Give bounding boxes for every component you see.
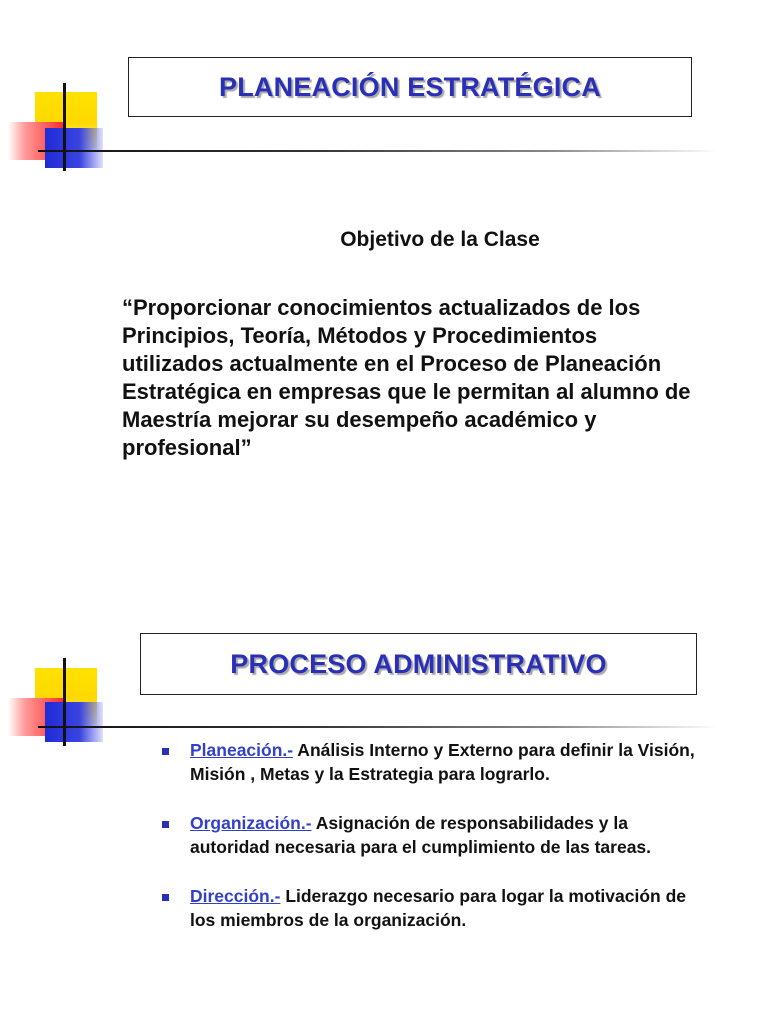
page-title: PLANEACIÓN ESTRATÉGICA xyxy=(219,71,601,102)
process-list xyxy=(160,738,700,957)
square-bullet-icon xyxy=(162,821,169,828)
term-organizacion[interactable]: Organización.- xyxy=(190,813,312,833)
page-title: PROCESO ADMINISTRATIVO xyxy=(230,648,607,679)
slide-proceso-administrativo xyxy=(0,512,768,1024)
list-item xyxy=(160,884,700,932)
bullet-text: Análisis Interno y Externo para definir la Visión, Misión , Metas y la Estrategia para lograrlo. xyxy=(190,740,695,784)
term-direccion[interactable]: Dirección.- xyxy=(190,886,281,906)
term-planeacion[interactable]: Planeación.- xyxy=(190,740,294,760)
objective-text: “Proporcionar conocimientos actualizados de los Principios, Teoría, Métodos y Procedimientos utilizados actualmente en el Proceso de Planeación Estratégica en empresas que le permitan al alumno de Maestría mejorar su desempeño académico y profesional” xyxy=(122,295,691,460)
list-item xyxy=(160,738,700,786)
title-box xyxy=(128,57,692,117)
title-box xyxy=(140,633,697,695)
objective-heading: Objetivo de la Clase xyxy=(340,228,540,251)
square-bullet-icon xyxy=(162,748,169,755)
square-bullet-icon xyxy=(162,894,169,901)
bullet-text: Asignación de responsabilidades y la autoridad necesaria para el cumplimiento de las tareas. xyxy=(190,813,652,857)
bullet-text: Liderazgo necesario para logar la motivación de los miembros de la organización. xyxy=(190,886,686,930)
list-item xyxy=(160,811,700,859)
